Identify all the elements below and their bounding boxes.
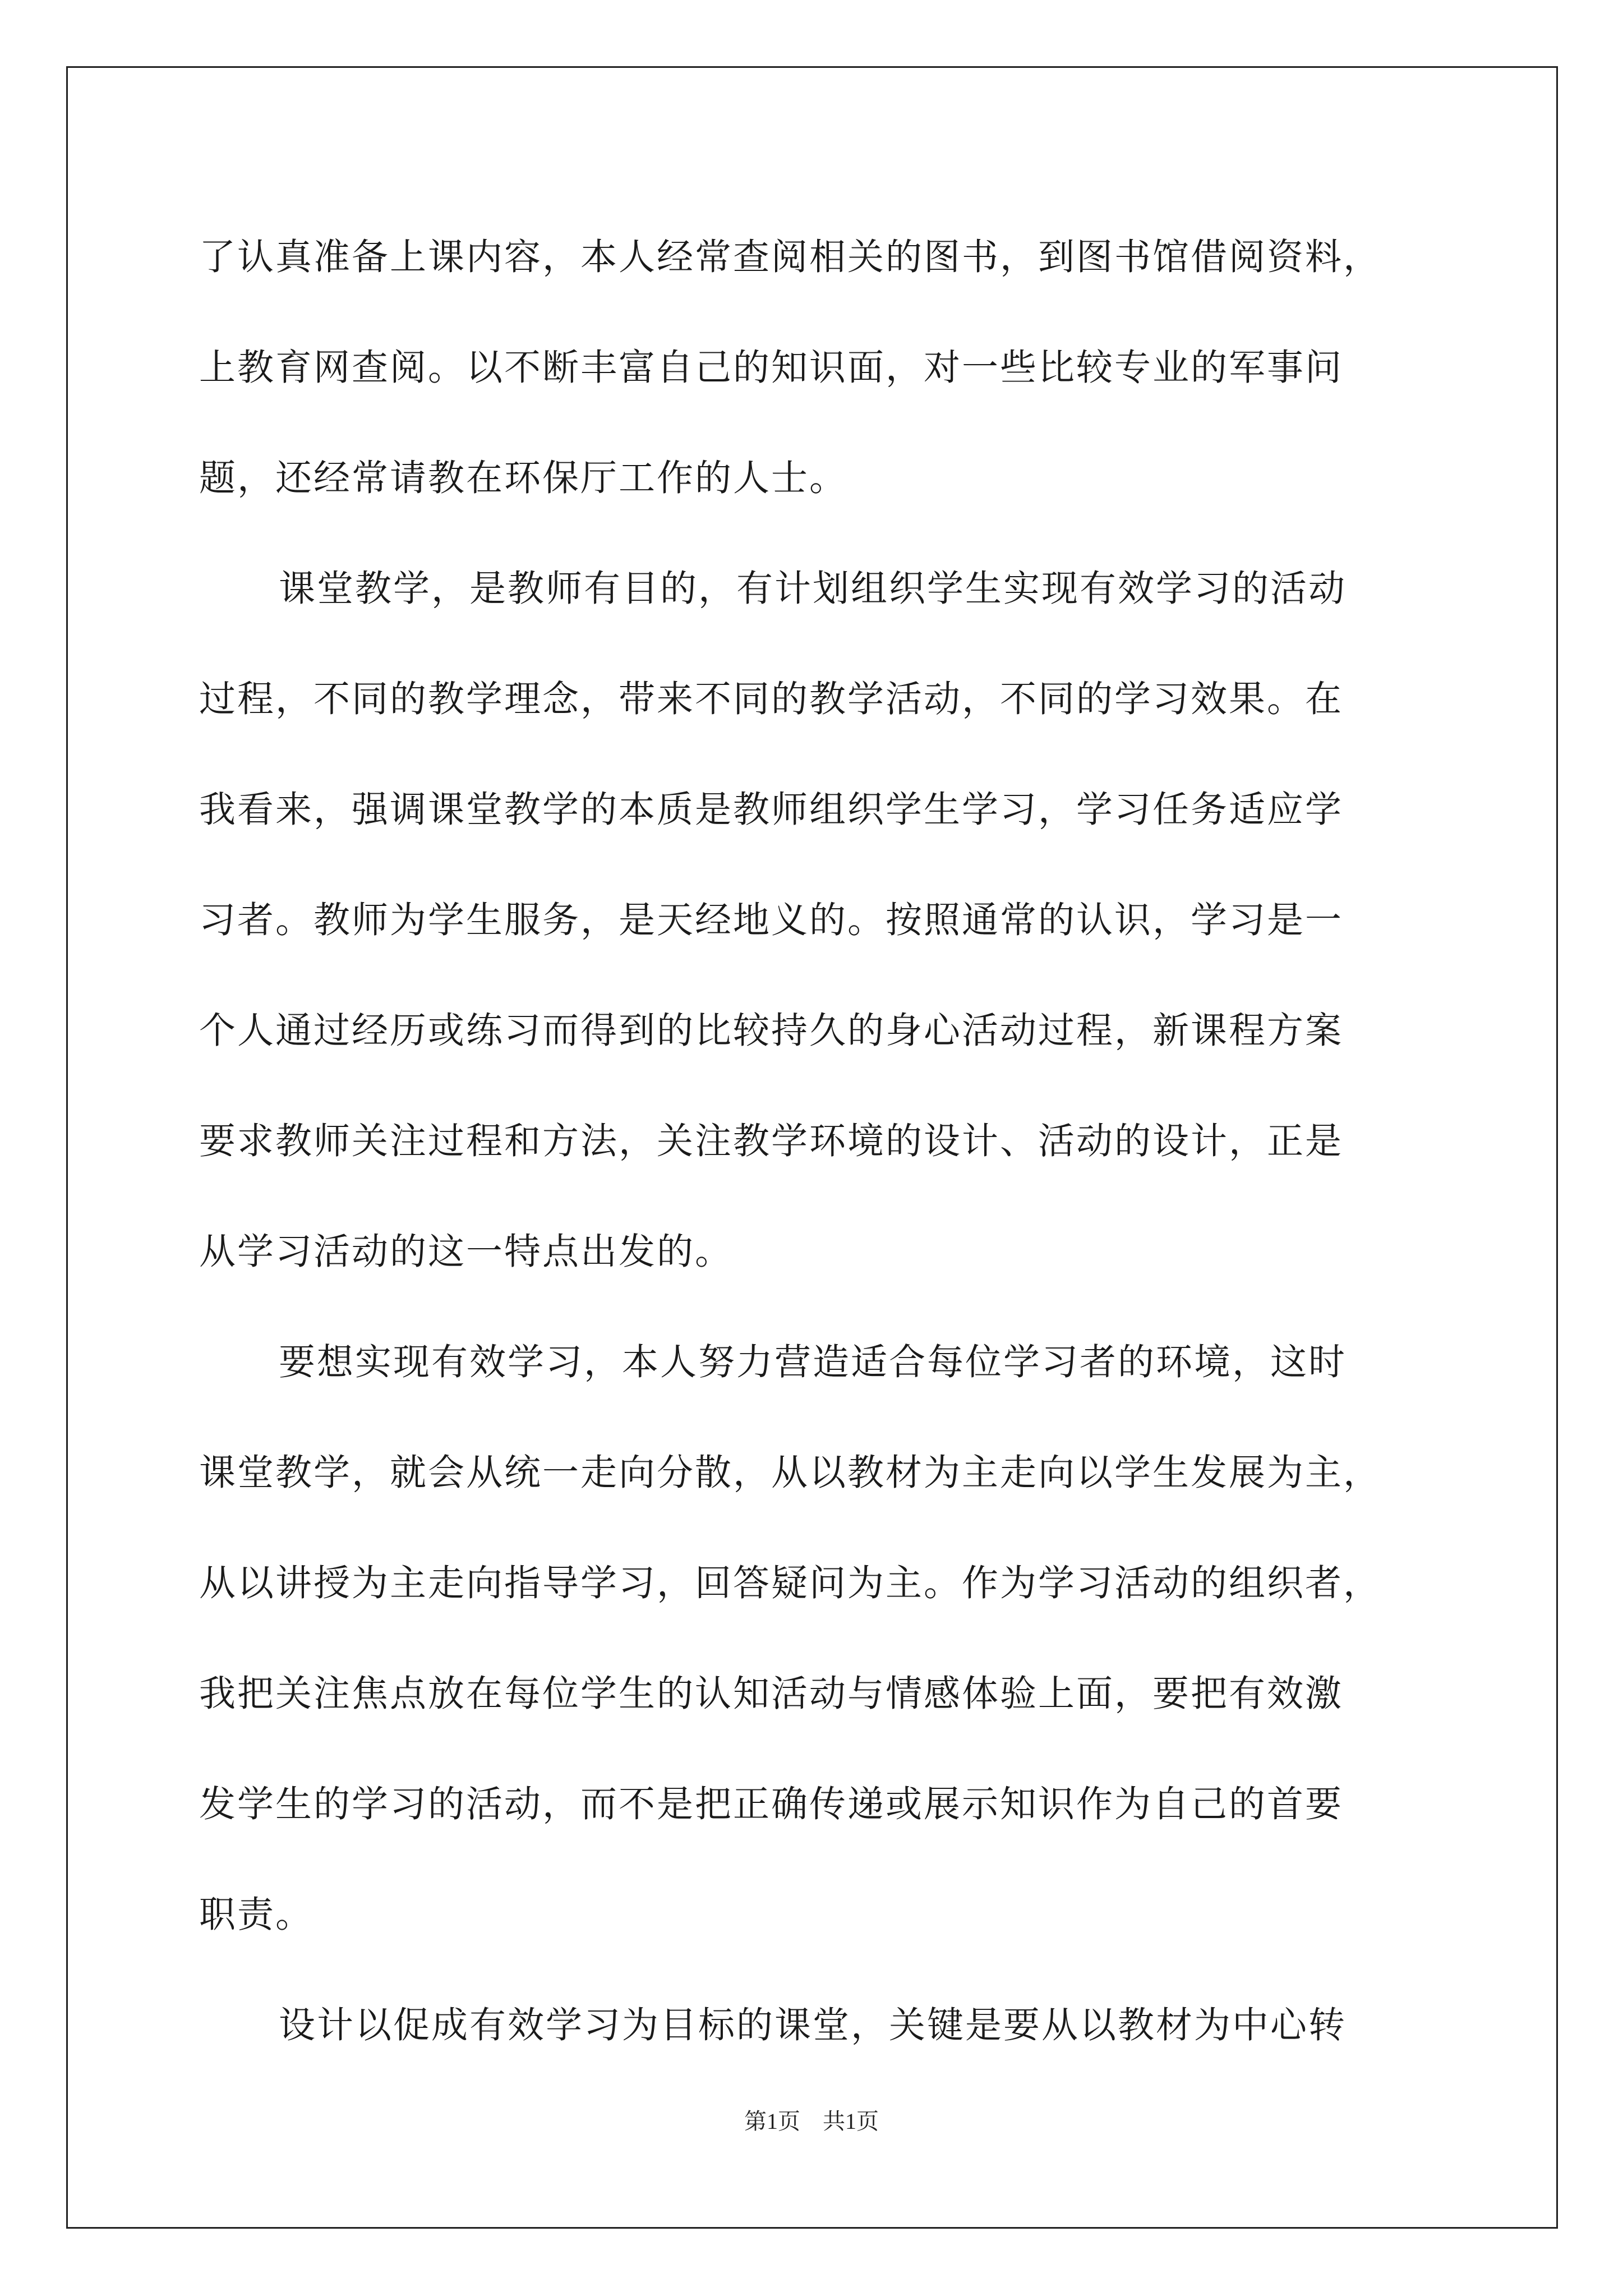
text-line: 要想实现有效学习，本人努力营造适合每位学习者的环境，这时 xyxy=(279,1341,1347,1383)
text-line: 课堂教学，就会从统一走向分散，从以教材为主走向以学生发展为主， xyxy=(199,1452,1382,1494)
text-line: 课堂教学，是教师有目的，有计划组织学生实现有效学习的活动 xyxy=(279,568,1347,610)
text-line: 过程，不同的教学理念，带来不同的教学活动，不同的学习效果。在 xyxy=(199,678,1344,720)
text-line: 了认真准备上课内容，本人经常查阅相关的图书，到图书馆借阅资料， xyxy=(199,236,1382,278)
text-line: 我把关注焦点放在每位学生的认知活动与情感体验上面，要把有效激 xyxy=(199,1673,1344,1715)
text-line: 习者。教师为学生服务，是天经地义的。按照通常的认识，学习是一 xyxy=(199,899,1344,941)
text-line: 设计以促成有效学习为目标的课堂，关键是要从以教材为中心转 xyxy=(279,2004,1347,2046)
text-line: 上教育网查阅。以不断丰富自己的知识面，对一些比较专业的军事问 xyxy=(199,347,1344,389)
text-line: 我看来，强调课堂教学的本质是教师组织学生学习，学习任务适应学 xyxy=(199,789,1344,831)
text-line: 从学习活动的这一特点出发的。 xyxy=(199,1231,734,1273)
text-line: 个人通过经历或练习而得到的比较持久的身心活动过程，新课程方案 xyxy=(199,1010,1344,1052)
text-line: 从以讲授为主走向指导学习，回答疑问为主。作为学习活动的组织者， xyxy=(199,1562,1382,1604)
document-body xyxy=(199,202,1433,2081)
page-number-footer: 第1页 共1页 xyxy=(744,2109,879,2134)
text-line: 要求教师关注过程和方法，关注教学环境的设计、活动的设计，正是 xyxy=(199,1120,1344,1162)
text-line: 职责。 xyxy=(199,1894,314,1936)
text-line: 发学生的学习的活动，而不是把正确传递或展示知识作为自己的首要 xyxy=(199,1783,1344,1825)
text-line: 题，还经常请教在环保厅工作的人士。 xyxy=(199,457,848,499)
